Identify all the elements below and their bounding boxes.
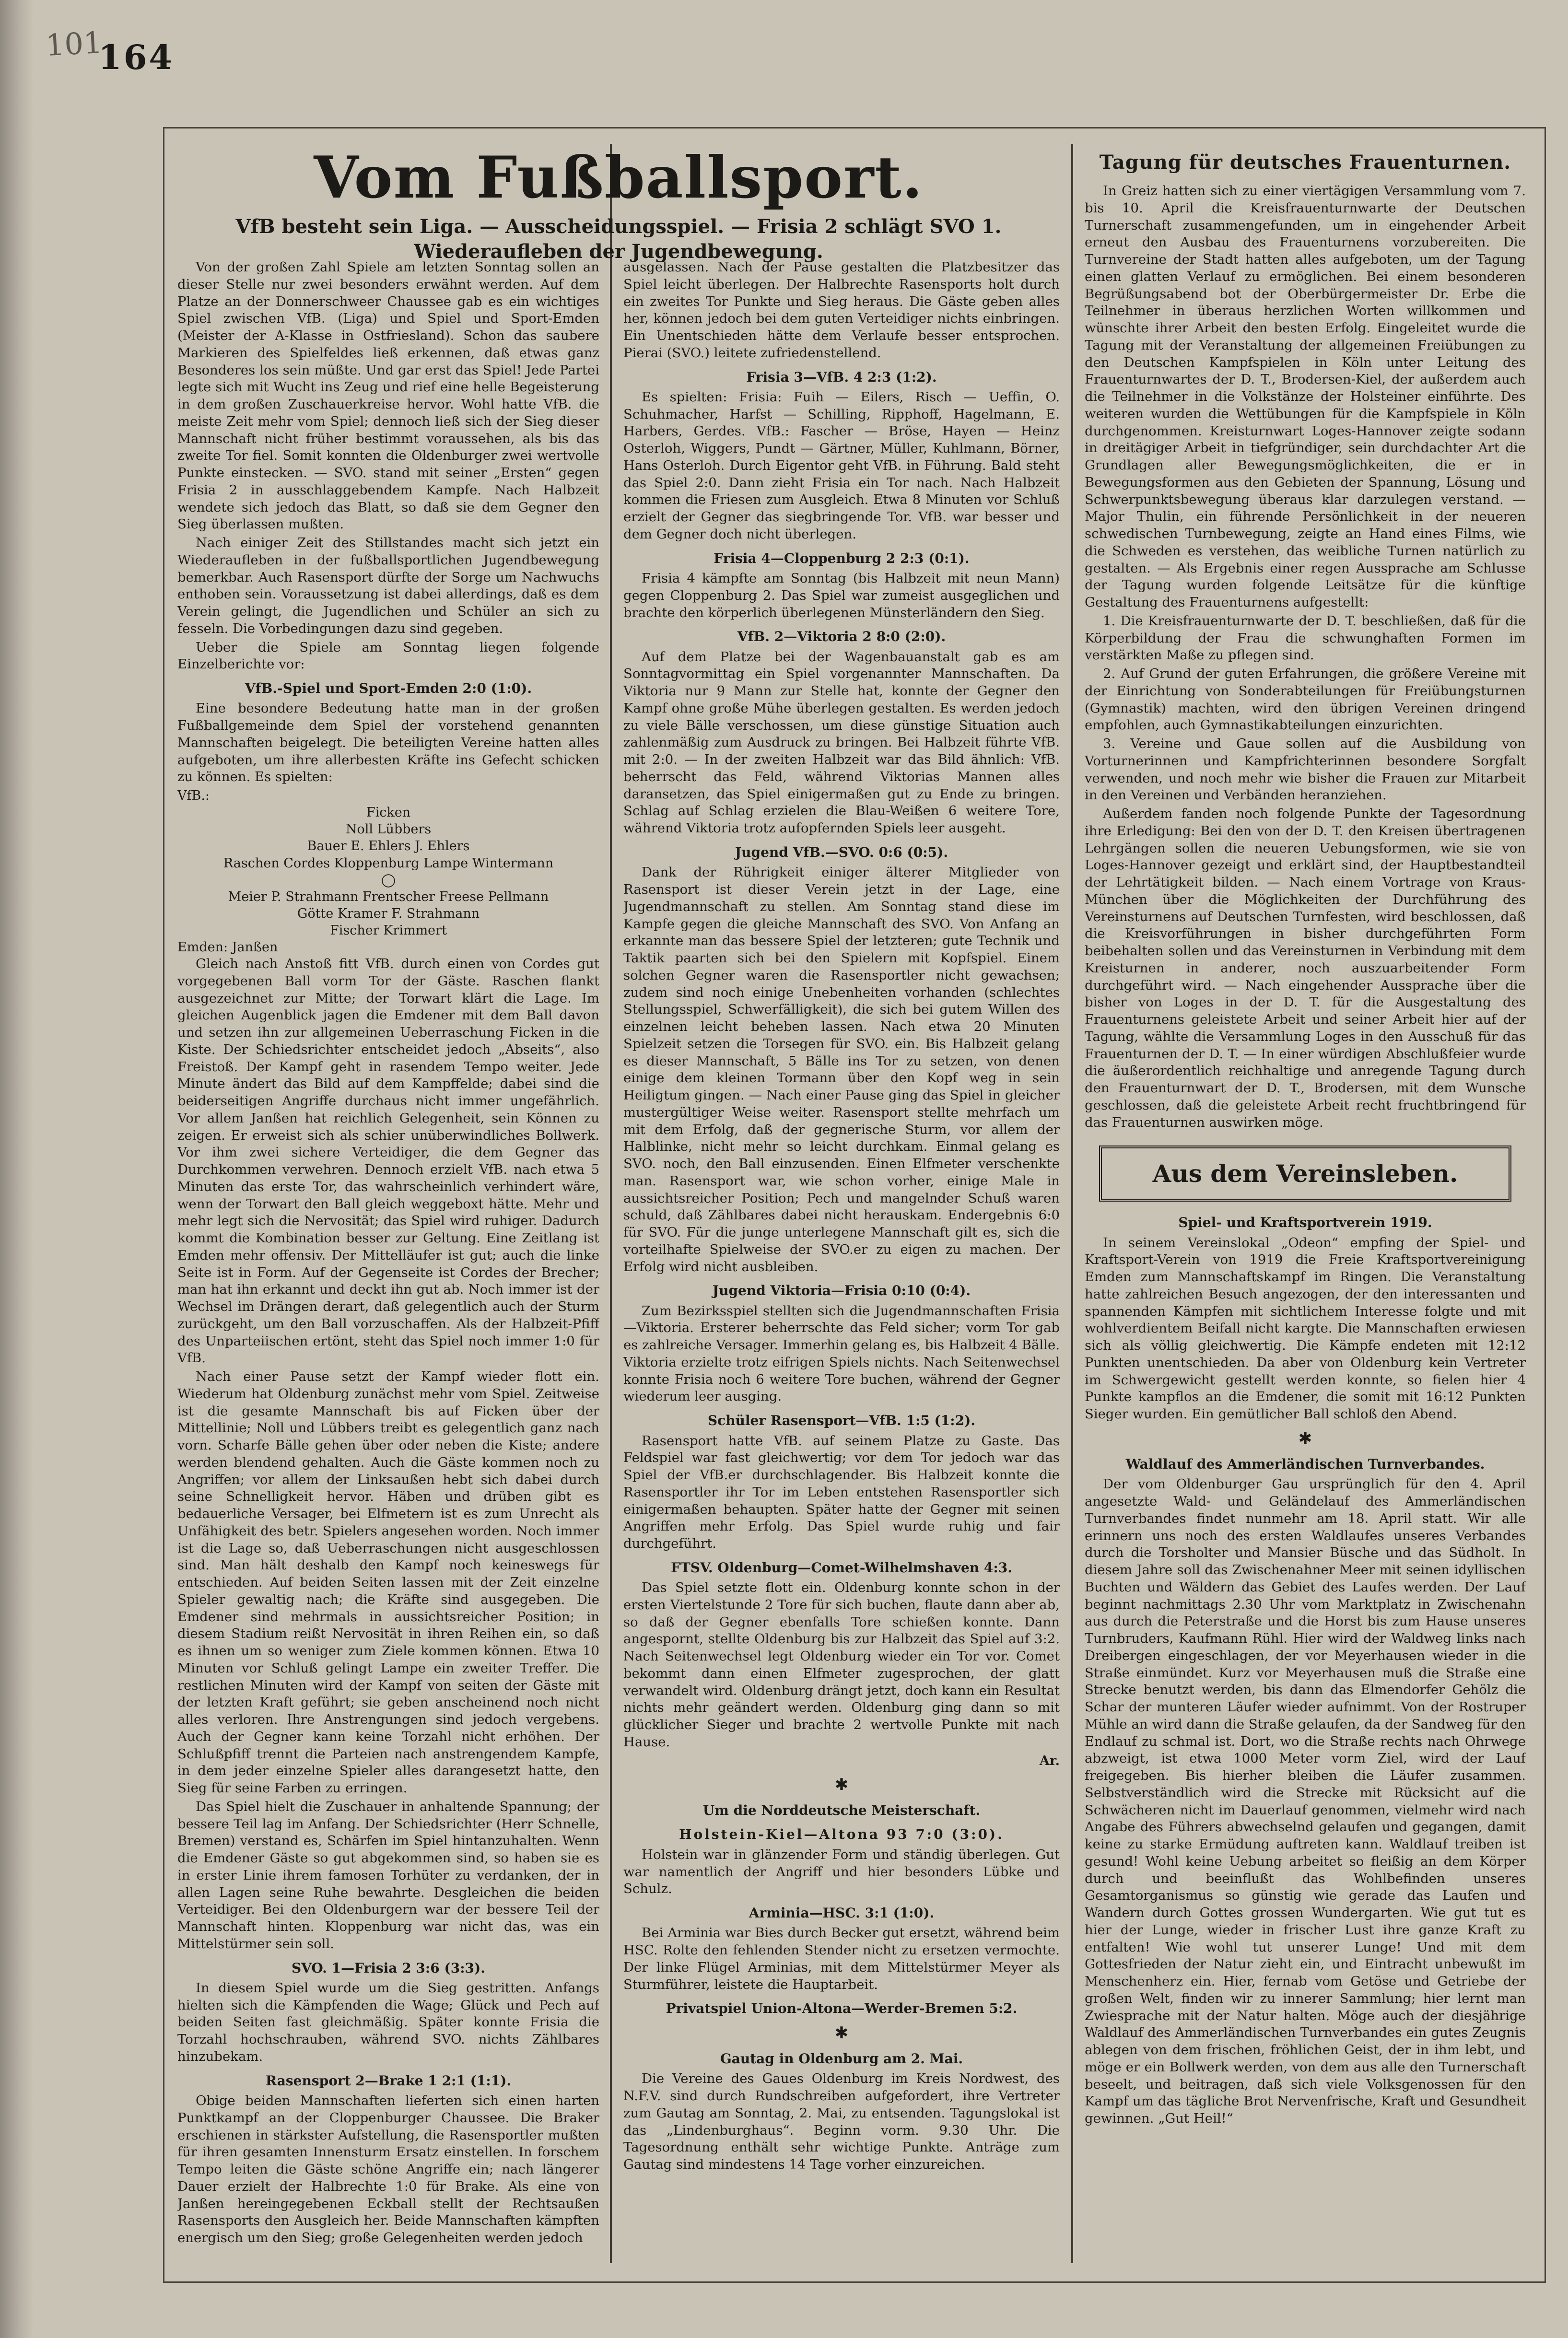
lineup-line: Noll Lübbers — [345, 822, 432, 837]
paragraph: Eine besondere Bedeutung hatte man in der großen Fußballgemeinde dem Spiel der vorstehend genannten Mannschaften beigelegt. Die beteiligten Vereine hatten alles aufgeboten, um ihre allerbesten Kräfte ins Gefecht schicken zu können. Es spielten: — [177, 701, 599, 785]
lineup-line: Fischer Krimmert — [330, 923, 447, 938]
lineup-line: Meier P. Strahmann Frentscher Freese Pellmann — [228, 889, 549, 904]
page-number: 164 — [98, 37, 175, 77]
paragraph: Gleich nach Anstoß fitt VfB. durch einen von Cordes gut vorgegebenen Ball vorm Tor der Gäste. Raschen flankt ausgezeichnet zur Mitte; der Torwart klärt die Lage. Im gleichen Augenblick jagen die Emdener mit dem Ball davon und setzen ihn zur allgemeinen Ueberraschung Ficken in die Kiste. Der Schiedsrichter entscheidet jedoch „Abseits“, also Freistoß. Der Kampf geht in rasendem Tempo weiter. Jede Minute ändert das Bild auf dem Kampffelde; dabei sind die beiderseitigen Angriffe durchaus nicht immer ungefährlich. Vor allem Janßen hat reichlich Gelegenheit, sein Können zu zeigen. Er erweist sich als schier unüberwindliches Bollwerk. Vor ihm zwei sichere Verteidiger, die dem Gegner das Durchkommen verwehren. Dennoch erzielt VfB. nach etwa 5 Minuten das erste Tor, das wahrscheinlich verhindert wäre, wenn der Torwart den Ball gleich weggeboxt hätte. Mehr und mehr legt sich die Nervosität; das Spiel wird ruhiger. Dadurch kommt die Kombination besser zur Geltung. Eine Zeitlang ist Emden mehr offensiv. Der Mittelläufer ist gut; auch die linke Seite ist in Form. Auf der Gegenseite ist Cordes der Brecher; man hat ihn erkannt und deckt ihn gut ab. Noch immer ist der Wechsel im Drängen derart, daß gelegentlich auch der Sturm zurückgeht, um den Ball vorzuschaffen. Als der Halbzeit-Pfiff des Unparteiischen ertönt, steht das Spiel noch immer 1:0 für VfB. — [177, 956, 599, 1366]
paragraph: Bei Arminia war Bies durch Becker gut ersetzt, während beim HSC. Rolte den fehlenden Stender nicht zu ersetzen vermochte. Der linke Flügel Arminias, mit dem Mittelstürmer Meyer als Sturmführer, leistete die Hauptarbeit. — [623, 1925, 1060, 1992]
paragraph: Es spielten: Frisia: Fuih — Eilers, Risch — Ueffin, O. Schuhmacher, Harfst — Schilling, Ripphoff, Hagelmann, E. Harbers, Gerdes. VfB.: Fascher — Bröse, Hayen — Heinz Osterloh, Wiggers, Pundt — Gärtner, Müller, Kuhlmann, Börner, Hans Osterloh. Durch Eigentor geht VfB. in Führung. Bald steht das Spiel 2:0. Dann zieht Frisia ein Tor nach. Nach Halbzeit kommen die Friesen zum Ausgleich. Etwa 8 Minuten vor Schluß erzielt der Gegner das siegbringende Tor. VfB. war besser und dem Gegner doch nicht überlegen. — [623, 389, 1060, 542]
lineup-line: Bauer E. Ehlers J. Ehlers — [307, 839, 470, 854]
section-heading: Gautag in Oldenburg am 2. Mai. — [720, 2051, 963, 2067]
match-heading: Jugend VfB.—SVO. 0:6 (0:5). — [735, 844, 948, 860]
section-star-icon: ✱ — [834, 2023, 849, 2043]
lineup-line: Emden: Janßen — [177, 939, 278, 955]
paragraph: Nach einer Pause setzt der Kampf wieder flott ein. Wiederum hat Oldenburg zunächst mehr vom Spiel. Zeitweise ist die gesamte Mannschaft bis auf Ficken über der Mittellinie; Noll und Lübbers treibt es gelegentlich ganz nach vorn. Scharfe Bälle gehen über oder neben die Kiste; andere werden blendend gehalten. Auch die Gäste kommen noch zu Angriffen; vor allem der Linksaußen hebt sich dabei durch seine Schnelligkeit hervor. Häben und drüben gibt es bedauerliche Versager, bei Elfmetern ist es zum Unrecht als Unfähigkeit des betr. Spielers angesehen worden. Noch immer ist die Lage so, daß Ueberraschungen nicht ausgeschlossen sind. Man hält deshalb den Kampf noch keineswegs für entschieden. Auf beiden Seiten lassen mit der Zeit einzelne Spieler gewaltig nach; die Kräfte sind ausgegeben. Die Emdener sind mehrmals in aussichtsreicher Position; in diesem Stadium reißt Nervosität in ihren Reihen ein, so daß es ihnen um so weniger zum Ziele kommen können. Etwa 10 Minuten vor Schluß gelingt Lampe ein zweiter Treffer. Die restlichen Minuten wird der Kampf von seiten der Gäste mit der letzten Kraft geführt; sie geben anscheinend noch nicht alles verloren. Ihre Anstrengungen sind jedoch vergebens. Auch der Gegner kann keine Torzahl nicht erhöhen. Der Schlußpfiff trennt die Parteien nach anstrengendem Kampfe, in dem jeder einzelne Spieler alles darangesetzt hatte, den Sieg für seine Farben zu erringen. — [177, 1369, 599, 1796]
column-3 — [1085, 137, 1526, 2268]
paragraph: 3. Vereine und Gaue sollen auf die Ausbildung von Vorturnerinnen und Kampfrichterinnen besondere Sorgfalt verwenden, und noch mehr wie bisher die Frauen zur Mitarbeit in den Vereinen und Verbänden heranziehen. — [1085, 736, 1526, 803]
paragraph: Ueber die Spiele am Sonntag liegen folgende Einzelberichte vor: — [177, 639, 599, 672]
column-rule-1 — [610, 144, 612, 2263]
column-2 — [623, 259, 1060, 2268]
paragraph: Das Spiel hielt die Zuschauer in anhaltende Spannung; der bessere Teil lag im Anfang. Der Schiedsrichter (Herr Schnelle, Bremen) verstand es, Schärfen im Spiel hintanzuhalten. Wenn die Emdener Gäste so gut abgekommen sind, so haben sie es in erster Linie ihrem famosen Torhüter zu verdanken, der in allen Lagen seine Ruhe bewahrte. Desgleichen die beiden Verteidiger. Bei den Oldenburgern war der bessere Teil der Mannschaft hinten. Kloppenburg war nicht das, was ein Mittelstürmer sein soll. — [177, 1799, 599, 1952]
paragraph: Dank der Rührigkeit einiger älterer Mitglieder von Rasensport ist dieser Verein jetzt in der Lage, eine Jugendmannschaft zu stellen. Am Sonntag stand diese im Kampfe gegen die gleiche Mannschaft des SVO. Von Anfang an erkannte man das bessere Spiel der letzteren; gute Technik und Taktik paarten sich bei den Spielern mit Kopfspiel. Einem solchen Gegner waren die Rasensportler nicht gewachsen; zudem sind noch einige Unebenheiten vorhanden (schlechtes Stellungsspiel, Schwerfälligkeit), die sich bei gutem Willen des einzelnen leicht beheben lassen. Nach etwa 20 Minuten Spielzeit setzen die Torsegen für SVO. ein. Bis Halbzeit gelang es dieser Mannschaft, 5 Bälle ins Tor zu setzen, von denen einige dem kleinen Tormann über den Kopf weg in sein Heiligtum gingen. — Nach einer Pause ging das Spiel in gleicher mustergültiger Weise weiter. Rasensport stellte mehrfach um mit dem Erfolg, daß der gegnerische Sturm, vor allem der Halblinke, nicht mehr so leicht durchkam. Einmal gelang es SVO. noch, den Ball einzusenden. Einen Elfmeter verschenkte man. Rasensport war, wie schon vorher, einige Male in aussichtsreicher Position; Pech und mangelnder Schuß waren schuld, daß Zählbares dabei nicht herauskam. Endergebnis 6:0 für SVO. Für die junge unterlegene Mannschaft gilt es, sich die vorteilhafte Spielweise der SVO.er zu eigen zu machen. Der Erfolg wird nicht ausbleiben. — [623, 865, 1060, 1274]
scan-edge — [0, 0, 34, 2338]
paragraph: Nach einiger Zeit des Stillstandes macht sich jetzt ein Wiederaufleben in der fußballsportlichen Jugendbewegung bemerkbar. Auch Rasensport dürfte der Sorge um Nachwuchs enthoben sein. Voraussetzung ist dabei allerdings, daß es dem Verein gelingt, die Jugendlichen und Schüler an sich zu fesseln. Die Vorbedingungen dazu sind gegeben. — [177, 535, 599, 636]
match-heading: Privatspiel Union-Altona—Werder-Bremen 5:2. — [666, 2000, 1018, 2017]
section-heading: Um die Norddeutsche Meisterschaft. — [702, 1802, 981, 1819]
match-heading: Jugend Viktoria—Frisia 0:10 (0:4). — [712, 1283, 971, 1299]
lineup-line: ◯ — [381, 872, 396, 888]
match-heading: Frisia 3—VfB. 4 2:3 (1:2). — [746, 369, 937, 385]
main-subtitle: VfB besteht sein Liga. — Ausscheidungsspiel. — Frisia 2 schlägt SVO 1. Wiederaufleben der Jugendbewegung. — [235, 215, 1002, 263]
lineup-line: Götte Kramer F. Strahmann — [297, 906, 480, 921]
match-heading: VfB.-Spiel und Sport-Emden 2:0 (1:0). — [245, 680, 532, 696]
author-signature: Ar. — [1039, 1753, 1060, 1768]
paragraph: Das Spiel setzte flott ein. Oldenburg konnte schon in der ersten Viertelstunde 2 Tore für sich buchen, flaute dann aber ab, so daß der Gegner ebenfalls Tore schießen konnte. Dann angespornt, stellte Oldenburg bis zur Halbzeit das Spiel auf 3:2. Nach Seitenwechsel legt Oldenburg wieder ein Tor vor. Comet bekommt dann einen Elfmeter zugesprochen, der glatt verwandelt wird. Oldenburg drängt jetzt, doch kann ein Resultat nichts mehr geändert werden. Oldenburg ging dann so mit glücklicher Sieger und brachte 2 wertvolle Punkte mit nach Hause. — [623, 1580, 1060, 1750]
pencil-mark: 101 — [45, 24, 104, 63]
match-heading: Frisia 4—Cloppenburg 2 2:3 (0:1). — [714, 550, 970, 566]
paragraph: Von der großen Zahl Spiele am letzten Sonntag sollen an dieser Stelle nur zwei besonders erwähnt werden. Auf dem Platze an der Donnerschweer Chaussee gab es ein wichtiges Spiel zwischen VfB. (Liga) und Spiel und Sport-Emden (Meister der A-Klasse in Ostfriesland). Schon das saubere Markieren des Spielfeldes ließ erkennen, daß etwas ganz Besonderes los sein müßte. Und gar erst das Spiel! Jede Partei legte sich mit Wucht ins Zeug und rief eine helle Begeisterung in dem großen Zuschauerkreise hervor. Wohl hatte VfB. die meiste Zeit mehr vom Spiel; dennoch ließ sich der Sieg dieser Mannschaft nicht früher bestimmt voraussehen, als bis das zweite Tor fiel. Somit konnten die Oldenburger zwei wertvolle Punkte einstecken. — SVO. stand mit seiner „Ersten“ gegen Frisia 2 in ausschlaggebendem Kampfe. Nach Halbzeit wendete sich jedoch das Blatt, so daß sie dem Gegner den Sieg überlassen mußten. — [177, 259, 599, 532]
lineup-line: Ficken — [366, 805, 411, 820]
section-heading: Spiel- und Kraftsportverein 1919. — [1178, 1215, 1432, 1231]
lineup-line: Raschen Cordes Kloppenburg Lampe Wintermann — [223, 855, 554, 871]
section-star-icon: ✱ — [834, 1775, 849, 1794]
boxed-section-title: Aus dem Vereinsleben. — [1099, 1146, 1511, 1202]
paragraph: In seinem Vereinslokal „Odeon“ empfing der Spiel- und Kraftsport-Verein von 1919 die Freie Kraftsportvereinigung Emden zum Mannschaftskampf im Ringen. Die Veranstaltung hatte zahlreichen Besuch angezogen, der den interessanten und spannenden Kämpfen mit sichtlichem Interesse folgte und mit wohlverdientem Beifall nicht kargte. Die Mannschaften erwiesen sich als völlig gleichwertig. Die Kämpfe endeten mit 12:12 Punkten unentschieden. Da aber von Oldenburg kein Vertreter im Schwergewicht gestellt werden konnte, so fielen hier 4 Punkte kampflos an die Emdener, die somit mit 16:12 Punkten Sieger wurden. Ein gemütlicher Ball schloß den Abend. — [1085, 1235, 1526, 1422]
paragraph: 1. Die Kreisfrauenturnwarte der D. T. beschließen, daß für die Körperbildung der Frau die schwunghaften Formen im verstärkten Maße zu pflegen sind. — [1085, 613, 1526, 663]
paragraph: ausgelassen. Nach der Pause gestalten die Platzbesitzer das Spiel leicht überlegen. Der Halbrechte Rasensports holt durch ein zweites Tor Punkte und Sieg heraus. Die Gäste geben alles her, können jedoch bei dem guten Verteidiger nichts einbringen. Ein Unentschieden hätte dem Verlaufe besser entsprochen. Pierai (SVO.) leitete zufriedenstellend. — [623, 259, 1060, 361]
match-heading: Arminia—HSC. 3:1 (1:0). — [749, 1905, 935, 1921]
paragraph: Rasensport hatte VfB. auf seinem Platze zu Gaste. Das Feldspiel war fast gleichwertig; vor dem Tor jedoch war das Spiel der VfB.er durchschlagender. Bis Halbzeit konnte die Rasensportler ihr Tor im Leben entstehen Rasensportler sich einigermaßen behaupten. Später hatte der Gegner mit seinen Angriffen mehr Erfolg. Das Spiel wurde ruhig und fair durchgeführt. — [623, 1433, 1060, 1552]
match-heading: SVO. 1—Frisia 2 3:6 (3:3). — [291, 1960, 486, 1976]
section-heading: Waldlauf des Ammerländischen Turnverbandes. — [1125, 1456, 1485, 1473]
paragraph: Die Vereine des Gaues Oldenburg im Kreis Nordwest, des N.F.V. sind durch Rundschreiben aufgefordert, ihre Vertreter zum Gautag am Sonntag, 2. Mai, zu entsenden. Tagungslokal ist das „Lindenburghaus“. Beginn vorm. 9.30 Uhr. Die Tagesordnung enthält sehr wichtige Punkte. Anträge zum Gautag sind mindestens 14 Tage vorher einzureichen. — [623, 2071, 1060, 2173]
match-heading: FTSV. Oldenburg—Comet-Wilhelmshaven 4:3. — [671, 1559, 1012, 1576]
column-rule-2 — [1071, 144, 1073, 2263]
main-header — [177, 144, 1060, 264]
match-heading: Schüler Rasensport—VfB. 1:5 (1:2). — [707, 1413, 976, 1429]
main-title: Vom Fußballsport. — [314, 144, 924, 211]
match-heading: Rasensport 2—Brake 1 2:1 (1:1). — [265, 2072, 512, 2089]
paragraph: 2. Auf Grund der guten Erfahrungen, die größere Vereine mit der Einrichtung von Sonderabteilungen für Freiübungsturnen (Gymnastik) machten, wird den übrigen Vereinen dringend empfohlen, auch Gymnastikabteilungen einzurichten. — [1085, 666, 1526, 733]
section-star-icon: ✱ — [1298, 1428, 1312, 1448]
paragraph: In diesem Spiel wurde um die Sieg gestritten. Anfangs hielten sich die Kämpfenden die Wage; Glück und Pech auf beiden Seiten fast gleichmäßig. Später konnte Frisia die Torzahl hochschrauben, während SVO. nichts Zählbares hinzubekam. — [177, 1980, 599, 2064]
section-title: Tagung für deutsches Frauenturnen. — [1099, 151, 1511, 174]
paragraph: Obige beiden Mannschaften lieferten sich einen harten Punktkampf an der Cloppenburger Chaussee. Die Braker erschienen in stärkster Aufstellung, die Rasensportler mußten für ihren gesamten Innensturm Ersatz einstellen. In forschem Tempo leiten die Gäste schöne Angriffe ein; nach längerer Dauer erzielt der Halbrechte 1:0 für Brake. Als eine von Janßen hereingegebenen Eckball stellt der Rechtsaußen Rasensports den Ausgleich her. Beide Mannschaften kämpften energisch um den Sieg; große Gelegenheiten werden jedoch — [177, 2093, 599, 2246]
match-heading: Holstein-Kiel—Altona 93 7:0 (3:0). — [679, 1826, 1004, 1843]
paragraph: Frisia 4 kämpfte am Sonntag (bis Halbzeit mit neun Mann) gegen Cloppenburg 2. Das Spiel war zumeist ausgeglichen und brachte den körperlich überlegenen Münsterländern den Sieg. — [623, 571, 1060, 620]
lineup — [177, 787, 599, 956]
paragraph: Der vom Oldenburger Gau ursprünglich für den 4. April angesetzte Wald- und Geländelauf des Ammerländischen Turnverbandes findet nunmehr am 18. April statt. Wir alle erinnern uns noch des ersten Waldlaufes unseres Verbandes durch die Torsholter und Mansier Büsche und das Südholt. In diesem Jahre soll das Zwischenahner Meer mit seinen idyllischen Buchten und Wäldern das Gebiet des Laufes werden. Der Lauf beginnt nachmittags 2.30 Uhr vom Marktplatz in Zwischenahn aus durch die Peterstraße und die Horst bis zum Hause unseres Turnbruders, Kaufmann Rühl. Hier wird der Waldweg links nach Dreibergen eingeschlagen, der vor Meyerhausen wieder in die Straße einmündet. Kurz vor Meyerhausen muß die Straße eine Strecke benutzt werden, bis dann das Elmendorfer Gehölz die Schar der munteren Läufer wieder aufnimmt. Von der Rostruper Mühle an wird dann die Straße gelaufen, da der Sandweg für den Endlauf zu schmal ist. Dort, wo die Straße rechts nach Ohrwege abzweigt, ist etwa 1000 Meter vorm Ziel, wird der Lauf freigegeben. Bis hierher bleiben die Läufer zusammen. Selbstverständlich wird die Strecke mit Rücksicht auf die Schwächeren nicht im Dauerlauf genommen, vielmehr wird nach Angabe des Führers abwechselnd gelaufen und gegangen, damit keine zu starke Ermüdung auftreten kann. Waldlauf treiben ist gesund! Wohl keine Uebung arbeitet so fleißig an dem Körper durch und beeinflußt das Wohlbefinden unseres Gesamtorganismus so günstig wie gerade das Laufen und Wandern durch Gottes grossen Wundergarten. Wie gut tut es hier der Lunge, wieder in frischer Lust ihre ganze Kraft zu entfalten! Wie wohl tut unserer Lunge! Und mit dem Gottesfrieden der Natur zieht ein, und Eintracht unbewußt im Menschenherz ein. Hier, fernab vom Getöse und Getriebe der großen Welt, finden wir zu innerer Sammlung; hier lernt man Zwiesprache mit der Natur halten. Möge auch der diesjährige Waldlauf des Ammerländischen Turnverbandes ein gutes Zeugnis ablegen von dem frischen, fröhlichen Geist, der in ihm lebt, und möge er ein Bollwerk werden, von dem aus alle den Turnerschaft beseelt, und beitragen, daß sich viele Volksgenossen für den Kampf um das tägliche Brot Nervenfrische, Kraft und Gesundheit gewinnen. „Gut Heil!“ — [1085, 1476, 1526, 2127]
column-1 — [177, 259, 599, 2268]
paragraph: Außerdem fanden noch folgende Punkte der Tagesordnung ihre Erledigung: Bei den von der D. T. den Kreisen übertragenen Lehrgängen sollen die neueren Uebungsformen, wie sie von Loges-Hannover gezeigt und erklärt sind, der Hauptbestandteil der Lehrtätigkeit bilden. — Nach einem Vortrage von Kraus-München über die Möglichkeiten der Durchführung des Vereinsturnens auf Deutschen Turnfesten, wird beschlossen, daß die Kreisvorführungen in bisher durchgeführten Form beibehalten sollen und das Vereinsturnen in Verbindung mit dem Kreisturnen in anderer, noch auszuarbeitender Form durchgeführt wird. — Nach eingehender Aussprache über die bisher von Loges in der D. T. für die Ausgestaltung des Frauenturnens geleistete Arbeit und seiner Arbeit hier auf der Tagung, wählte die Versammlung Loges in den Ausschuß für das Frauenturnen der D. T. — In einer würdigen Abschlußfeier wurde die äußerordentlich reichhaltige und anregende Tagung durch den Frauenturnwart der D. T., Brodersen, mit dem Wunsche geschlossen, daß die geleistete Arbeit recht fruchtbringend für das Frauenturnen auswirken möge. — [1085, 806, 1526, 1130]
paragraph: Holstein war in glänzender Form und ständig überlegen. Gut war namentlich der Angriff und hier besonders Lübke und Schulz. — [623, 1847, 1060, 1897]
match-heading: VfB. 2—Viktoria 2 8:0 (2:0). — [737, 629, 946, 645]
lineup-line: VfB.: — [177, 788, 210, 804]
paragraph: Zum Bezirksspiel stellten sich die Jugendmannschaften Frisia—Viktoria. Ersterer beherrschte das Feld sicher; vorm Tor gab es zahlreiche Versager. Immerhin gelang es, bis Halbzeit 4 Bälle. Viktoria erzielte trotz eifrigen Spiels nichts. Nach Seitenwechsel konnte Frisia noch 6 weitere Tore buchen, während der Gegner wiederum leer ausging. — [623, 1303, 1060, 1404]
paragraph: In Greiz hatten sich zu einer viertägigen Versammlung vom 7. bis 10. April die Kreisfrauenturnwarte der Deutschen Turnerschaft zusammengefunden, um in eingehender Arbeit erneut den Ausbau des Frauenturnens vorzubereiten. Die Turnvereine der Stadt hatten alles aufgeboten, um der Tagung einen glatten Verlauf zu ermöglichen. Bei einem besonderen Begrüßungsabend bot der Oberbürgermeister Dr. Erbe die Teilnehmer in überaus herzlichen Worten willkommen und wünschte ihrer Arbeit den besten Erfolg. Eingeleitet wurde die Tagung mit der Veranstaltung der allgemeinen Freiübungen zu den Deutschen Kampfspielen in Köln unter Leitung des Frauenturnwartes der D. T., Brodersen-Kiel, der außerdem auch die Teilnehmer in die Volkstänze der Holsteiner einführte. Des weiteren wurden die Wettübungen für die Kampfspiele in Köln durchgenommen. Kreisturnwart Loges-Hannover zeigte sodann in dreitägiger Arbeit in tiefgründiger, sein durchdachter Art die Grundlagen aller Bewegungsmöglichkeiten, die er in Bewegungsformen aus den Gebieten der Spannung, Lösung und Schwerpunktsbewegung überaus klar darzulegen verstand. — Major Thulin, ein führende Persönlichkeit in der neueren schwedischen Turnbewegung, zeigte an Hand eines Films, wie die Schweden es verstehen, das weibliche Turnen natürlich zu gestalten. — Als Ergebnis einer regen Aussprache am Schlusse der Tagung wurden folgende Leitsätze für die künftige Gestaltung des Frauenturnens aufgestellt: — [1085, 183, 1526, 610]
paragraph: Auf dem Platze bei der Wagenbauanstalt gab es am Sonntagvormittag ein Spiel vorgenannter Mannschaften. Da Viktoria nur 9 Mann zur Stelle hat, konnte der Gegner den Kampf ohne große Mühe überlegen gestalten. Es werden jedoch zu viele Bälle verschossen, um diese günstige Situation auch zahlenmäßig zum Ausdruck zu bringen. Bei Halbzeit führte VfB. mit 2:0. — In der zweiten Halbzeit war das Bild ähnlich: VfB. beherrscht das Feld, während Viktorias Mannen alles daransetzen, das Spiel einigermaßen gut zu Ende zu bringen. Schlag auf Schlag erzielen die Blau-Weißen 6 weitere Tore, während Viktoria trotz aufopfernden Spiels leer ausgeht. — [623, 649, 1060, 836]
